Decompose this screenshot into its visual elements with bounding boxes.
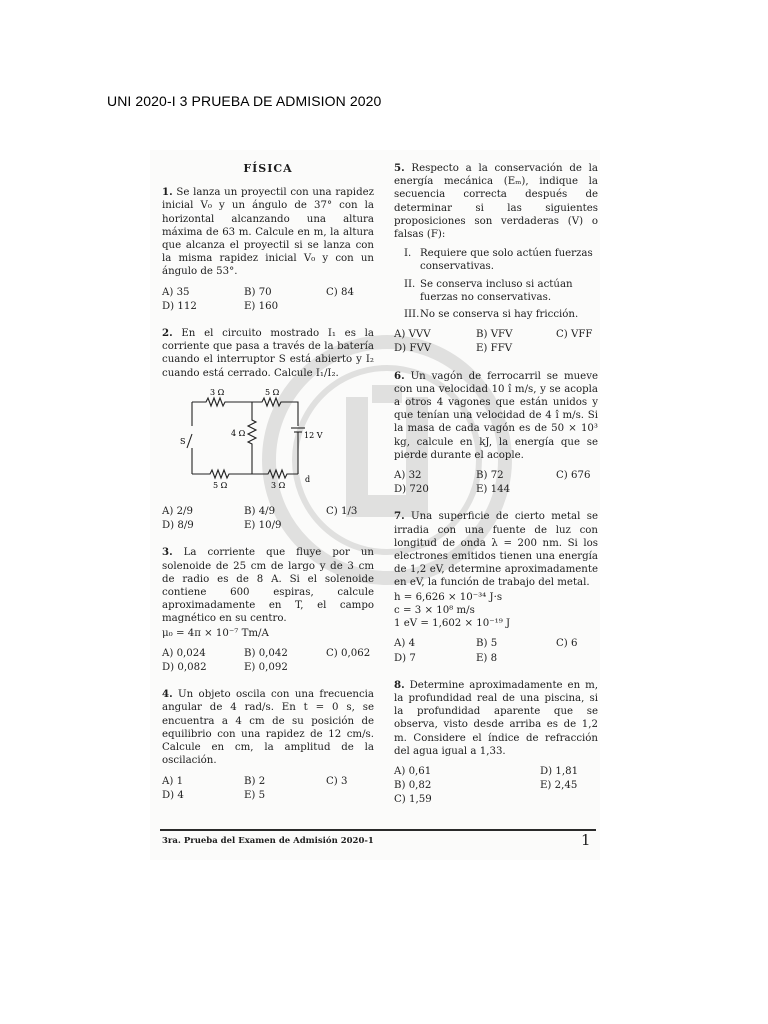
question-text: Una superficie de cierto metal se irradia con una fuente de luz con longitud de onda λ = 200 nm. Si los electrones emitidos tienen una energía de 1,2 eV, determine aproximadamente en eV, la función de trabajo del metal.	[394, 511, 598, 589]
question-data: μ₀ = 4π × 10⁻⁷ Tm/A	[162, 627, 269, 639]
option-a: A) 0,61	[394, 765, 432, 777]
option-c: C) 1/3	[326, 506, 358, 518]
question-number: 3.	[162, 546, 173, 559]
option-c: C) 1,59	[394, 794, 432, 806]
label-battery: 12 V	[304, 430, 323, 440]
question-number: 5.	[394, 162, 405, 174]
question-text: En el circuito mostrado I₁ es la corriente que pasa a través de la batería cuando el interruptor S está abierto y I₂ cuando está cerrado. Calcule I₁/I₂.	[162, 328, 374, 379]
question-number: 8.	[394, 678, 405, 691]
option-b: B) 0,042	[244, 647, 288, 659]
answer-options	[162, 505, 374, 532]
statement-list	[404, 247, 598, 321]
question-number: 1.	[162, 186, 173, 199]
answer-options	[394, 765, 598, 807]
label-top-right-resistor: 5 Ω	[265, 387, 280, 397]
option-d: D) 0,082	[162, 662, 207, 674]
option-b: B) 4/9	[244, 506, 276, 518]
data-line: 1 eV = 1,602 × 10⁻¹⁹ J	[394, 618, 511, 630]
option-c: C) 6	[556, 638, 578, 650]
section-title: FÍSICA	[243, 162, 293, 175]
question-4	[162, 688, 374, 802]
option-e: E) 2,45	[540, 780, 578, 792]
question-text: Un vagón de ferrocarril se mueve con una velocidad 10 î m/s, y se acopla a otros 4 vagones que están unidos y que tenían una velocidad de 4 î m/s. Si la masa de cada vagón es de 50 × 10³ kg, calcule en kJ, la energía que se pierde durante el acople.	[394, 370, 598, 461]
document-title: UNI 2020-I 3 PRUEBA DE ADMISION 2020	[107, 93, 382, 109]
question-text: La corriente que fluye por un solenoide de 25 cm de largo y de 3 cm de radio es de 8 A. Si el solenoide contiene 600 espiras, calcule aproximadamente en T, el campo magnético en su centro.	[162, 547, 374, 625]
label-middle-resistor: 4 Ω	[231, 428, 246, 438]
label-bottom-right-resistor: 3 Ω	[271, 480, 286, 490]
statement-numeral: I.	[404, 248, 412, 260]
question-text: Respecto a la conservación de la energía mecánica (Eₘ), indique la secuencia correcta después de determinar si las siguientes proposiciones son verdaderas (V) o falsas (F):	[394, 163, 598, 241]
statement-item	[404, 247, 598, 273]
option-d: D) 720	[394, 484, 429, 496]
option-e: E) 144	[476, 484, 511, 496]
statement-numeral: II.	[404, 278, 416, 290]
option-c: C) 0,062	[326, 647, 371, 659]
circuit-diagram	[180, 386, 340, 490]
question-number: 4.	[162, 688, 173, 701]
option-b: B) VFV	[476, 329, 513, 341]
question-8	[394, 679, 598, 807]
data-line: h = 6,626 × 10⁻³⁴ J·s	[394, 591, 503, 603]
question-text: Determine aproximadamente en m, la profundidad real de una piscina, si la profundidad aparente que se observa, visto desde arriba es de 1,2 m. Considere el índice de refracción del agua igual a 1,33.	[394, 679, 598, 757]
option-a: A) 0,024	[162, 647, 206, 659]
label-switch: S	[180, 436, 186, 446]
answer-options	[394, 328, 598, 355]
answer-options	[162, 647, 374, 674]
option-c: C) VFF	[556, 329, 593, 341]
option-a: A) 32	[394, 470, 422, 482]
question-text: Se lanza un proyectil con una rapidez inicial V₀ y un ángulo de 37° con la horizontal alcanzando una altura máxima de 63 m. Calcule en m, la altura que alcanza el proyectil si se lanza con la misma rapidez inicial V₀ y con un ángulo de 53°.	[162, 187, 374, 278]
answer-options	[394, 469, 598, 496]
question-6	[394, 370, 598, 497]
option-d: D) 1,81	[540, 765, 579, 777]
option-e: E) 5	[244, 789, 266, 801]
option-d: D) 112	[162, 300, 197, 312]
option-d: D) 7	[394, 652, 416, 664]
option-e: E) 0,092	[244, 662, 288, 674]
statement-numeral: III.	[404, 309, 420, 321]
option-e: E) 8	[476, 652, 498, 664]
statement-item	[404, 278, 598, 304]
right-column	[394, 162, 598, 821]
label-bottom-left-resistor: 5 Ω	[213, 480, 228, 490]
option-b: B) 72	[476, 470, 504, 482]
option-a: A) 1	[162, 775, 184, 787]
option-b: B) 2	[244, 775, 266, 787]
option-a: A) VVV	[394, 329, 431, 341]
option-b: B) 70	[244, 286, 272, 298]
question-5	[394, 162, 598, 356]
left-column	[162, 162, 374, 816]
option-c: C) 3	[326, 775, 348, 787]
footer-divider	[160, 829, 596, 831]
option-b: B) 0,82	[394, 780, 432, 792]
question-1	[162, 186, 374, 313]
option-e: E) 160	[244, 300, 279, 312]
answer-options	[162, 775, 374, 802]
option-a: A) 35	[162, 286, 190, 298]
data-line: c = 3 × 10⁸ m/s	[394, 604, 475, 616]
question-7	[394, 510, 598, 664]
question-3	[162, 546, 374, 674]
option-e: E) FFV	[476, 343, 513, 355]
label-top-left-resistor: 3 Ω	[210, 387, 225, 397]
label-node: d	[305, 474, 311, 484]
option-b: B) 5	[476, 638, 498, 650]
option-d: D) 8/9	[162, 520, 194, 532]
option-a: A) 2/9	[162, 506, 193, 518]
statement-text: Requiere que solo actúen fuerzas conservativas.	[420, 248, 593, 273]
question-number: 6.	[394, 369, 405, 382]
question-number: 7.	[394, 510, 405, 523]
statement-text: Se conserva incluso si actúan fuerzas no conservativas.	[420, 278, 573, 303]
footer-text: 3ra. Prueba del Examen de Admisión 2020-1	[162, 836, 374, 846]
option-a: A) 4	[394, 638, 416, 650]
option-d: D) 4	[162, 789, 184, 801]
option-c: C) 676	[556, 470, 591, 482]
option-e: E) 10/9	[244, 520, 282, 532]
question-2	[162, 327, 374, 532]
question-number: 2.	[162, 327, 173, 340]
question-text: Un objeto oscila con una frecuencia angular de 4 rad/s. En t = 0 s, se encuentra a 4 cm de su posición de equilibrio con una rapidez de 12 cm/s. Calcule en cm, la amplitud de la oscilación.	[162, 689, 374, 767]
statement-item	[404, 308, 598, 321]
option-c: C) 84	[326, 286, 354, 298]
option-d: D) FVV	[394, 343, 432, 355]
question-data	[394, 591, 598, 631]
statement-text: No se conserva si hay fricción.	[420, 309, 579, 321]
answer-options	[394, 637, 598, 664]
answer-options	[162, 286, 374, 313]
page-number: 1	[581, 831, 591, 849]
